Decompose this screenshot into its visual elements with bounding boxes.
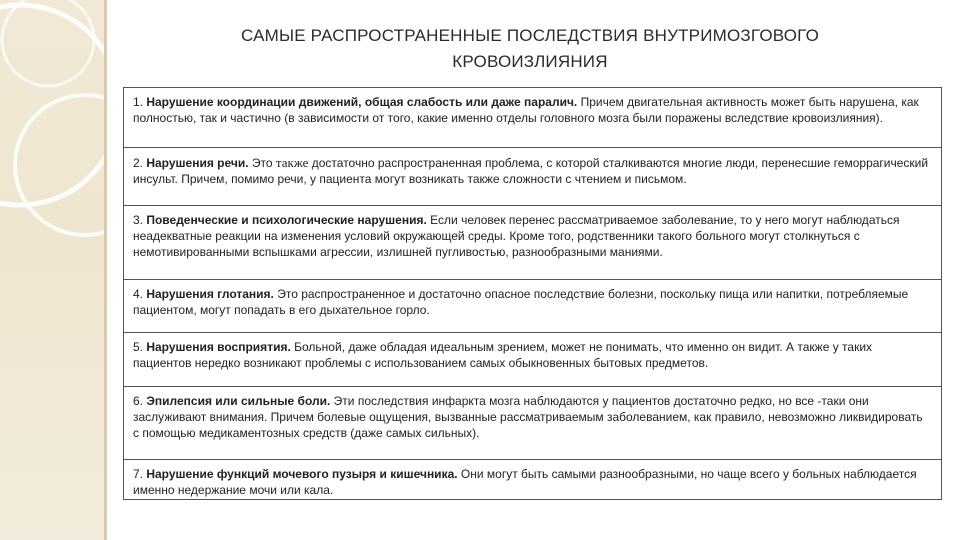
table-row: 3. Поведенческие и психологические нарушения. Если человек перенес рассматриваемое заболевание, то у него могут наблюдаться неадекватные реакции на изменения условий окружающей среды. Кроме того, родственники такого больного могут столкнуться с немотивированными вспышками агрессии, излишней пугливостью, разнообразными маниями. — [124, 206, 941, 280]
table-row: 7. Нарушение функций мочевого пузыря и кишечника. Они могут быть самыми разнообразными, но чаще всего у больных наблюдается именно недержание мочи или кала. — [133, 467, 917, 497]
page-title: САМЫЕ РАСПРОСТРАНЕННЫЕ ПОСЛЕДСТВИЯ ВНУТРИМОЗГОВОГО КРОВОИЗЛИЯНИЯ — [240, 26, 820, 71]
item-emphasis: также — [275, 155, 309, 170]
item-heading: Эпилепсия или сильные боли. — [146, 394, 331, 408]
decorative-rings — [0, 0, 104, 540]
side-panel-border — [104, 0, 107, 540]
table-row: 5. Нарушения восприятия. Больной, даже обладая идеальным зрением, может не понимать, что именно он видит. А также у таких пациентов нередко возникают проблемы с использованием самых обыкновенных бытовых предметов. — [124, 333, 941, 387]
table-row: 1. Нарушение координации движений, общая слабость или даже паралич. Причем двигательная активность может быть нарушена, как полностью, так и частично (в зависимости от того, какие именно отделы головного мозга были поражены вследствие кровоизлияния). — [124, 88, 941, 148]
item-text: достаточно распространенная проблема, с которой сталкиваются многие люди, перенесшие геморрагический инсульт. Причем, помимо речи, у пациента могут возникать также сложности с чтением и письмом. — [133, 156, 929, 186]
item-text: Если человек перенес рассматриваемое заболевание, то у него могут наблюдаться неадекватные реакции на изменения условий окружающей среды. Кроме того, родственники такого больного могут столкнуться с немотивированными вспышками агрессии, излишней пугливостью, разнообразными маниями. — [133, 213, 900, 259]
table-row: 2. Нарушения речи. Это также достаточно распространенная проблема, с которой сталкиваются многие люди, перенесшие геморрагический инсульт. Причем, помимо речи, у пациента могут возникать также сложности с чтением и письмом. — [124, 148, 941, 206]
decorative-side-panel — [0, 0, 104, 540]
item-heading: Нарушения глотания. — [146, 287, 274, 301]
table-row: 4. Нарушения глотания. Это распространенное и достаточно опасное последствие болезни, поскольку пища или напитки, потребляемые пациентом, могут попадать в его дыхательное горло. — [124, 280, 941, 333]
table-row: 6. Эпилепсия или сильные боли. Эти последствия инфаркта мозга наблюдаются у пациентов достаточно редко, но все -таки они заслуживают внимания. Причем болевые ощущения, вызванные рассматриваемым заболеванием, как правило, невозможно ликвидировать с помощью медикаментозных средств (даже самых сильных). — [124, 387, 941, 460]
item-heading: Нарушение функций мочевого пузыря и кишечника. — [146, 467, 458, 481]
item-heading: Нарушения речи. — [146, 156, 249, 170]
item-text: Больной, даже обладая идеальным зрением, может не понимать, что именно он видит. А также у таких пациентов нередко возникают проблемы с использованием самых обыкновенных бытовых предметов. — [133, 340, 873, 370]
item-text: Эти последствия инфаркта мозга наблюдаются у пациентов достаточно редко, но все -таки они заслуживают внимания. Причем болевые ощущения, вызванные рассматриваемым заболеванием, как правило, невозможно ликвидировать с помощью медикаментозных средств (даже самых сильных). — [133, 394, 923, 440]
item-text: Причем двигательная активность может быть нарушена, как полностью, так и частично (в зависимости от того, какие именно отделы головного мозга были поражены вследствие кровоизлияния). — [133, 95, 919, 125]
item-heading: Нарушения восприятия. — [146, 340, 291, 354]
item-heading: Поведенческие и психологические нарушения. — [146, 213, 427, 227]
item-text: Они могут быть самыми разнообразными, но чаще всего у больных наблюдается именно недержание мочи или кала. — [133, 467, 917, 497]
consequences-table — [123, 87, 942, 500]
item-heading: Нарушение координации движений, общая слабость или даже паралич. — [146, 95, 578, 109]
item-text: Это распространенное и достаточно опасное последствие болезни, поскольку пища или напитки, потребляемые пациентом, могут попадать в его дыхательное горло. — [133, 287, 909, 317]
